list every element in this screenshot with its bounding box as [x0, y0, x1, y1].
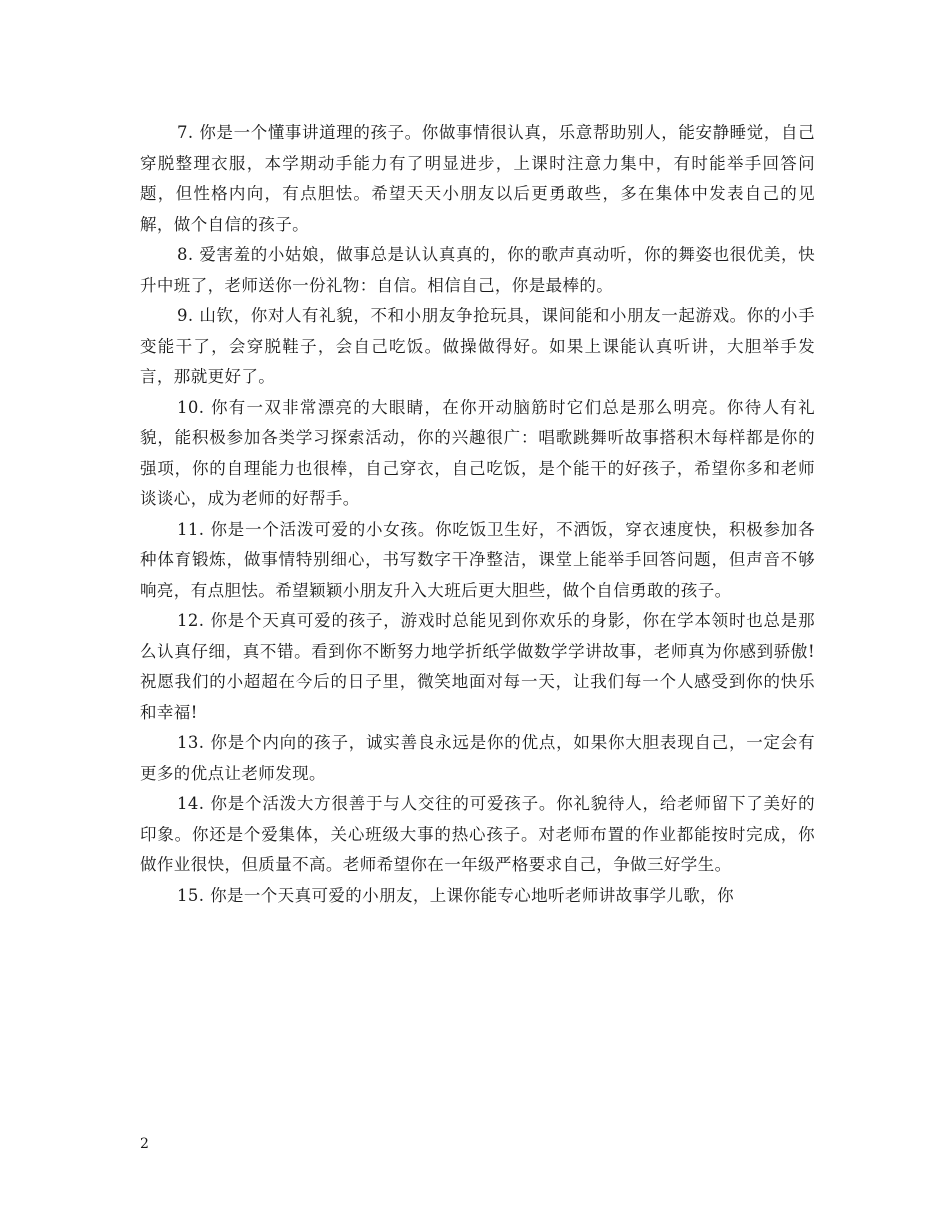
paragraph-13: 13. 你是个内向的孩子，诚实善良永远是你的优点，如果你大胆表现自己，一定会有更多的优点让老师发现。 — [140, 733, 815, 783]
paragraph-11: 11. 你是一个活泼可爱的小女孩。你吃饭卫生好，不洒饭，穿衣速度快，积极参加各种体育锻炼，做事情特别细心，书写数字干净整洁，课堂上能举手回答问题，但声音不够响亮，有点胆怯。希望颖颖小朋友升入大班后更大胆些，做个自信勇敢的孩子。 — [140, 519, 815, 600]
paragraph-9: 9. 山钦，你对人有礼貌，不和小朋友争抢玩具，课间能和小朋友一起游戏。你的小手变能干了，会穿脱鞋子，会自己吃饭。做操做得好。如果上课能认真听讲，大胆举手发言，那就更好了。 — [140, 306, 815, 386]
paragraph-14: 14. 你是个活泼大方很善于与人交往的可爱孩子。你礼貌待人，给老师留下了美好的印象。你还是个爱集体，关心班级大事的热心孩子。对老师布置的作业都能按时完成，你做作业很快，但质量不高。老师希望你在一年级严格要求自己，争做三好学生。 — [140, 794, 815, 874]
page-number: 2 — [140, 1136, 149, 1152]
paragraph-12: 12. 你是个天真可爱的孩子，游戏时总能见到你欢乐的身影，你在学本领时也总是那么认真仔细，真不错。看到你不断努力地学折纸学做数学学讲故事，老师真为你感到骄傲!祝愿我们的小超超在今后的日子里，微笑地面对每一天，让我们每一个人感受到你的快乐和幸福! — [140, 611, 815, 722]
paragraph-7: 7. 你是一个懂事讲道理的孩子。你做事情很认真，乐意帮助别人，能安静睡觉，自己穿脱整理衣服，本学期动手能力有了明显进步，上课时注意力集中，有时能举手回答问题，但性格内向，有点胆怯。希望天天小朋友以后更勇敢些，多在集体中发表自己的见解，做个自信的孩子。 — [140, 123, 815, 234]
document-body — [140, 118, 815, 911]
paragraph-15: 15. 你是一个天真可爱的小朋友，上课你能专心地听老师讲故事学儿歌，你 — [177, 885, 734, 905]
paragraph-10: 10. 你有一双非常漂亮的大眼睛，在你开动脑筋时它们总是那么明亮。你待人有礼貌，能积极参加各类学习探索活动，你的兴趣很广：唱歌跳舞听故事搭积木每样都是你的强项，你的自理能力也很棒，自己穿衣，自己吃饭，是个能干的好孩子，希望你多和老师谈谈心，成为老师的好帮手。 — [140, 397, 815, 508]
paragraph-8: 8. 爱害羞的小姑娘，做事总是认认真真的，你的歌声真动听，你的舞姿也很优美，快升中班了，老师送你一份礼物：自信。相信自己，你是最棒的。 — [140, 245, 815, 295]
